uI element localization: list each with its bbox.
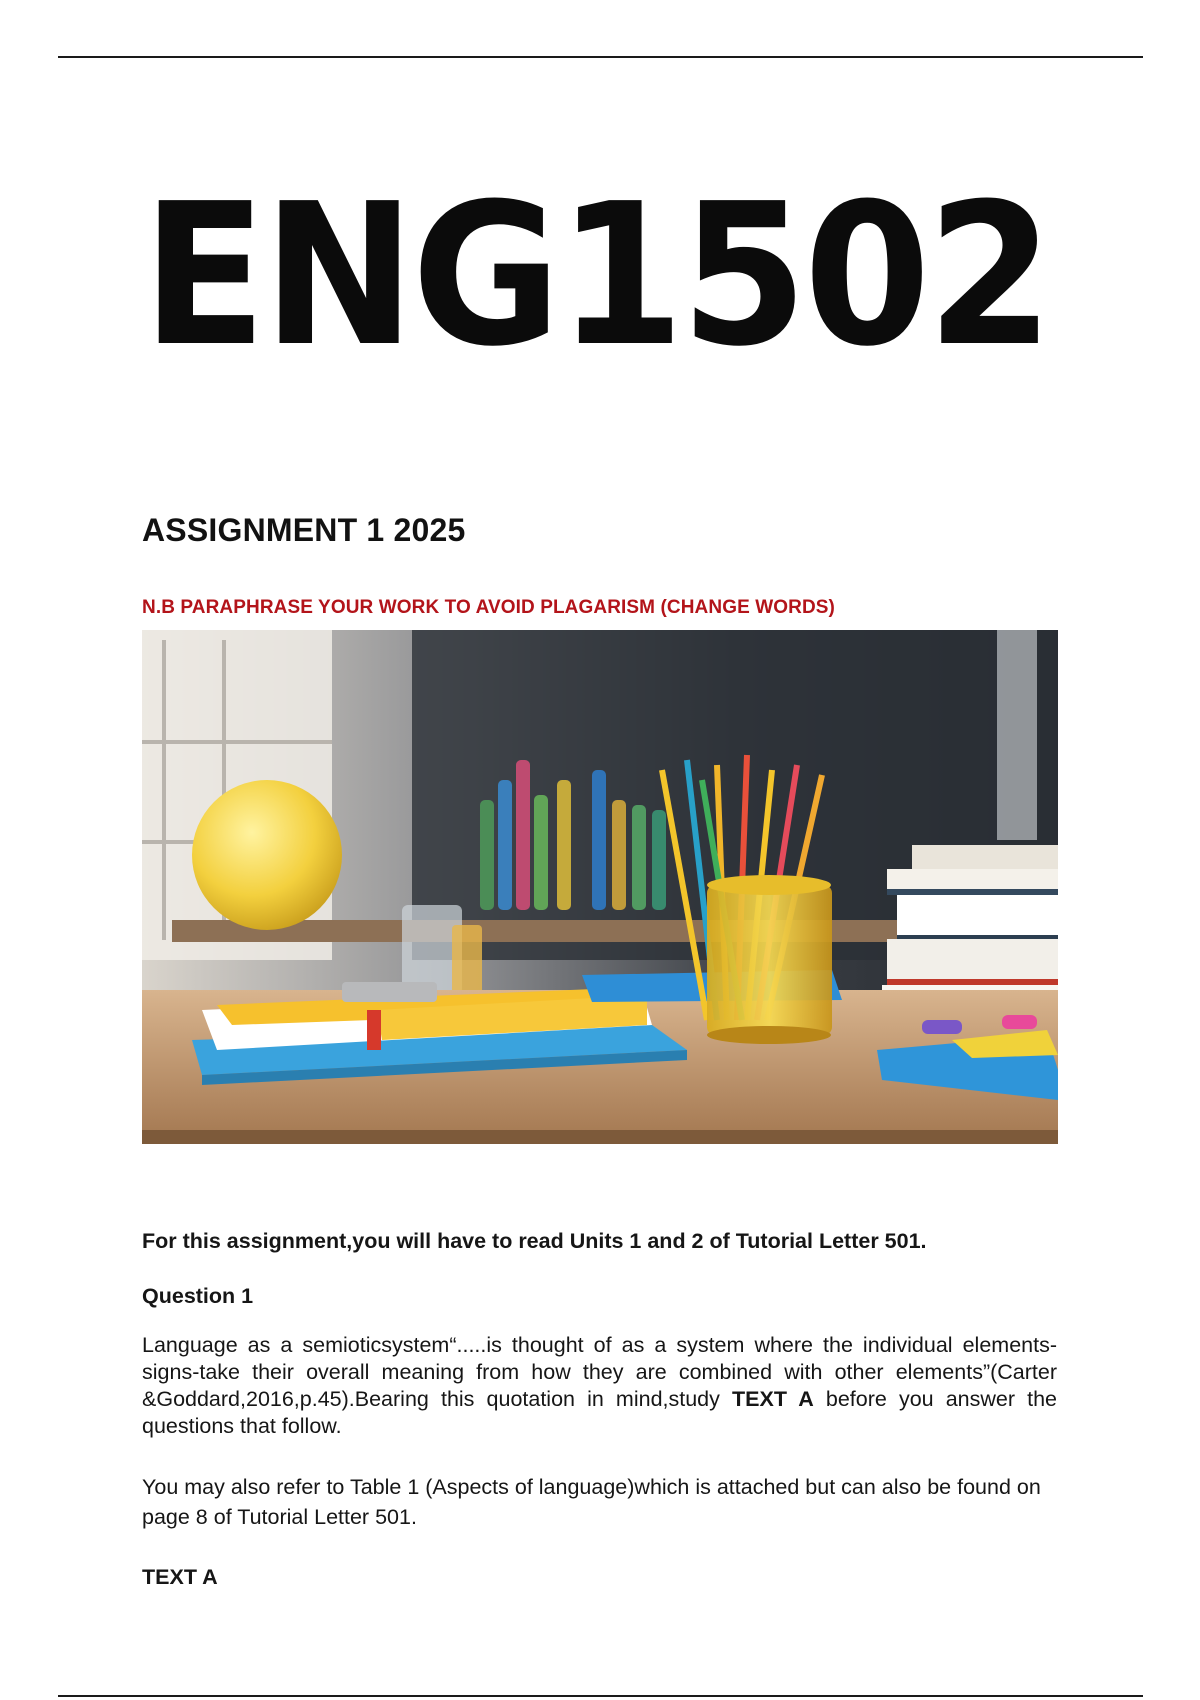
top-rule	[58, 56, 1143, 58]
course-code-title: ENG1502	[142, 162, 1050, 390]
question-heading: Question 1	[142, 1284, 254, 1308]
question-paragraph	[142, 1332, 1057, 1440]
assignment-title: ASSIGNMENT 1 2025	[142, 512, 466, 548]
intro-instruction: For this assignment,you will have to read Units 1 and 2 of Tutorial Letter 501.	[142, 1229, 927, 1253]
quotation-text: Language as a semioticsystem“.....is thought of as a system where the individual elements-signs-take their overall meaning from how they are combined with other elements”(Carter &Goddard,2016,p.45).Bearing this quotation in mind,study	[142, 1333, 1057, 1411]
instruction-tail: before you answer the questions that follow.	[142, 1387, 1057, 1438]
classroom-desk-illustration	[142, 630, 1058, 1144]
text-a-reference: TEXT A	[732, 1387, 814, 1411]
bottom-rule	[58, 1695, 1143, 1697]
plagiarism-warning: N.B PARAPHRASE YOUR WORK TO AVOID PLAGARISM (CHANGE WORDS)	[142, 597, 835, 618]
text-a-heading: TEXT A	[142, 1565, 218, 1589]
table-reference-paragraph: You may also refer to Table 1 (Aspects of language)which is attached but can also be found on page 8 of Tutorial Letter 501.	[142, 1475, 1041, 1529]
